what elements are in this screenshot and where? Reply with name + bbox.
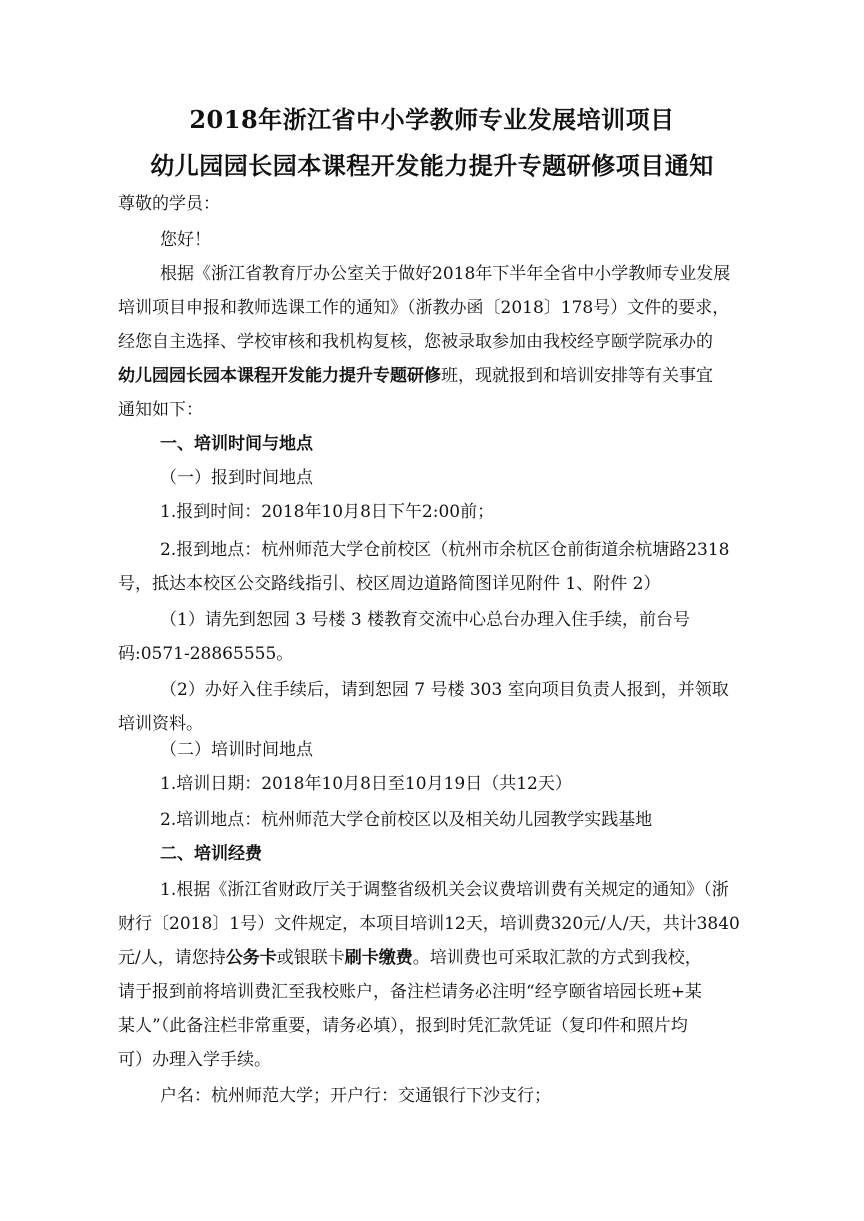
section-2-heading: 二、培训经费	[160, 844, 262, 864]
fee-line-4: 请于报到前将培训费汇至我校账户，备注栏请务必注明“经亨颐省培园长班+某	[118, 982, 702, 1002]
note-2-line-2: 培训资料。	[118, 714, 203, 734]
fee-line-2: 财行〔2018〕1号）文件规定，本项目培训12天，培训费320元/人/天，共计3840	[118, 914, 740, 934]
intro-line-2: 培训项目申报和教师选课工作的通知》（浙教办函〔2018〕178号）文件的要求，	[118, 298, 730, 318]
fee-line-3	[118, 946, 758, 970]
fee-line-5: 某人”（此备注栏非常重要，请务必填），报到时凭汇款凭证（复印件和照片均	[118, 1016, 688, 1036]
training-location: 2.培训地点：杭州师范大学仓前校区以及相关幼儿园教学实践基地	[160, 810, 653, 830]
subsection-1-heading: （一）报到时间地点	[160, 468, 313, 488]
note-1-line-2: 码:0571-28865555。	[118, 644, 294, 664]
checkin-location-line-1: 2.报到地点：杭州师范大学仓前校区（杭州市余杭区仓前街道余杭塘路2318	[160, 540, 730, 560]
subsection-2-heading: （二）培训时间地点	[160, 740, 313, 760]
note-1-line-1: （1）请先到恕园 3 号楼 3 楼教育交流中心总台办理入住手续，前台号	[160, 610, 691, 630]
document-title-line2: 幼儿园园长园本课程开发能力提升专题研修项目通知	[150, 151, 714, 180]
program-name: 幼儿园园长园本课程开发能力提升专题研修	[118, 366, 441, 386]
training-dates: 1.培训日期：2018年10月8日至10月19日（共12天）	[160, 774, 572, 794]
bank-account: 户名：杭州师范大学；开户行：交通银行下沙支行；	[160, 1086, 551, 1106]
checkin-time: 1.报到时间：2018年10月8日下午2:00前；	[160, 502, 495, 522]
section-1-heading: 一、培训时间与地点	[160, 434, 313, 454]
fee-line-6: 可）办理入学手续。	[118, 1050, 271, 1070]
fee-line-3-post: 。培训费也可采取汇款的方式到我校，	[412, 948, 702, 968]
card-payment: 刷卡缴费	[344, 948, 413, 968]
intro-line-3: 经您自主选择、学校审核和我机构复核，您被录取参加由我校经亨颐学院承办的	[118, 332, 713, 352]
document-title-line1: 2018年浙江省中小学教师专业发展培训项目	[189, 105, 675, 134]
intro-line-4-rest: 班，现就报到和培训安排等有关事宜	[441, 366, 713, 386]
official-card: 公务卡	[225, 948, 277, 968]
intro-line-5: 通知如下：	[118, 400, 203, 420]
intro-line-1: 根据《浙江省教育厅办公室关于做好2018年下半年全省中小学教师专业发展	[160, 264, 731, 284]
salutation: 尊敬的学员：	[118, 194, 220, 214]
fee-line-1: 1.根据《浙江省财政厅关于调整省级机关会议费培训费有关规定的通知》（浙	[160, 880, 729, 900]
intro-line-4	[118, 364, 758, 388]
fee-line-3-mid: 或银联卡	[276, 948, 345, 968]
checkin-location-line-2: 号，抵达本校区公交路线指引、校区周边道路简图详见附件 1、附件 2）	[118, 574, 661, 594]
greeting: 您好！	[160, 230, 211, 250]
note-2-line-1: （2）办好入住手续后，请到恕园 7 号楼 303 室向项目负责人报到，并领取	[160, 680, 729, 700]
fee-line-3-pre: 元/人，请您持	[118, 948, 226, 968]
